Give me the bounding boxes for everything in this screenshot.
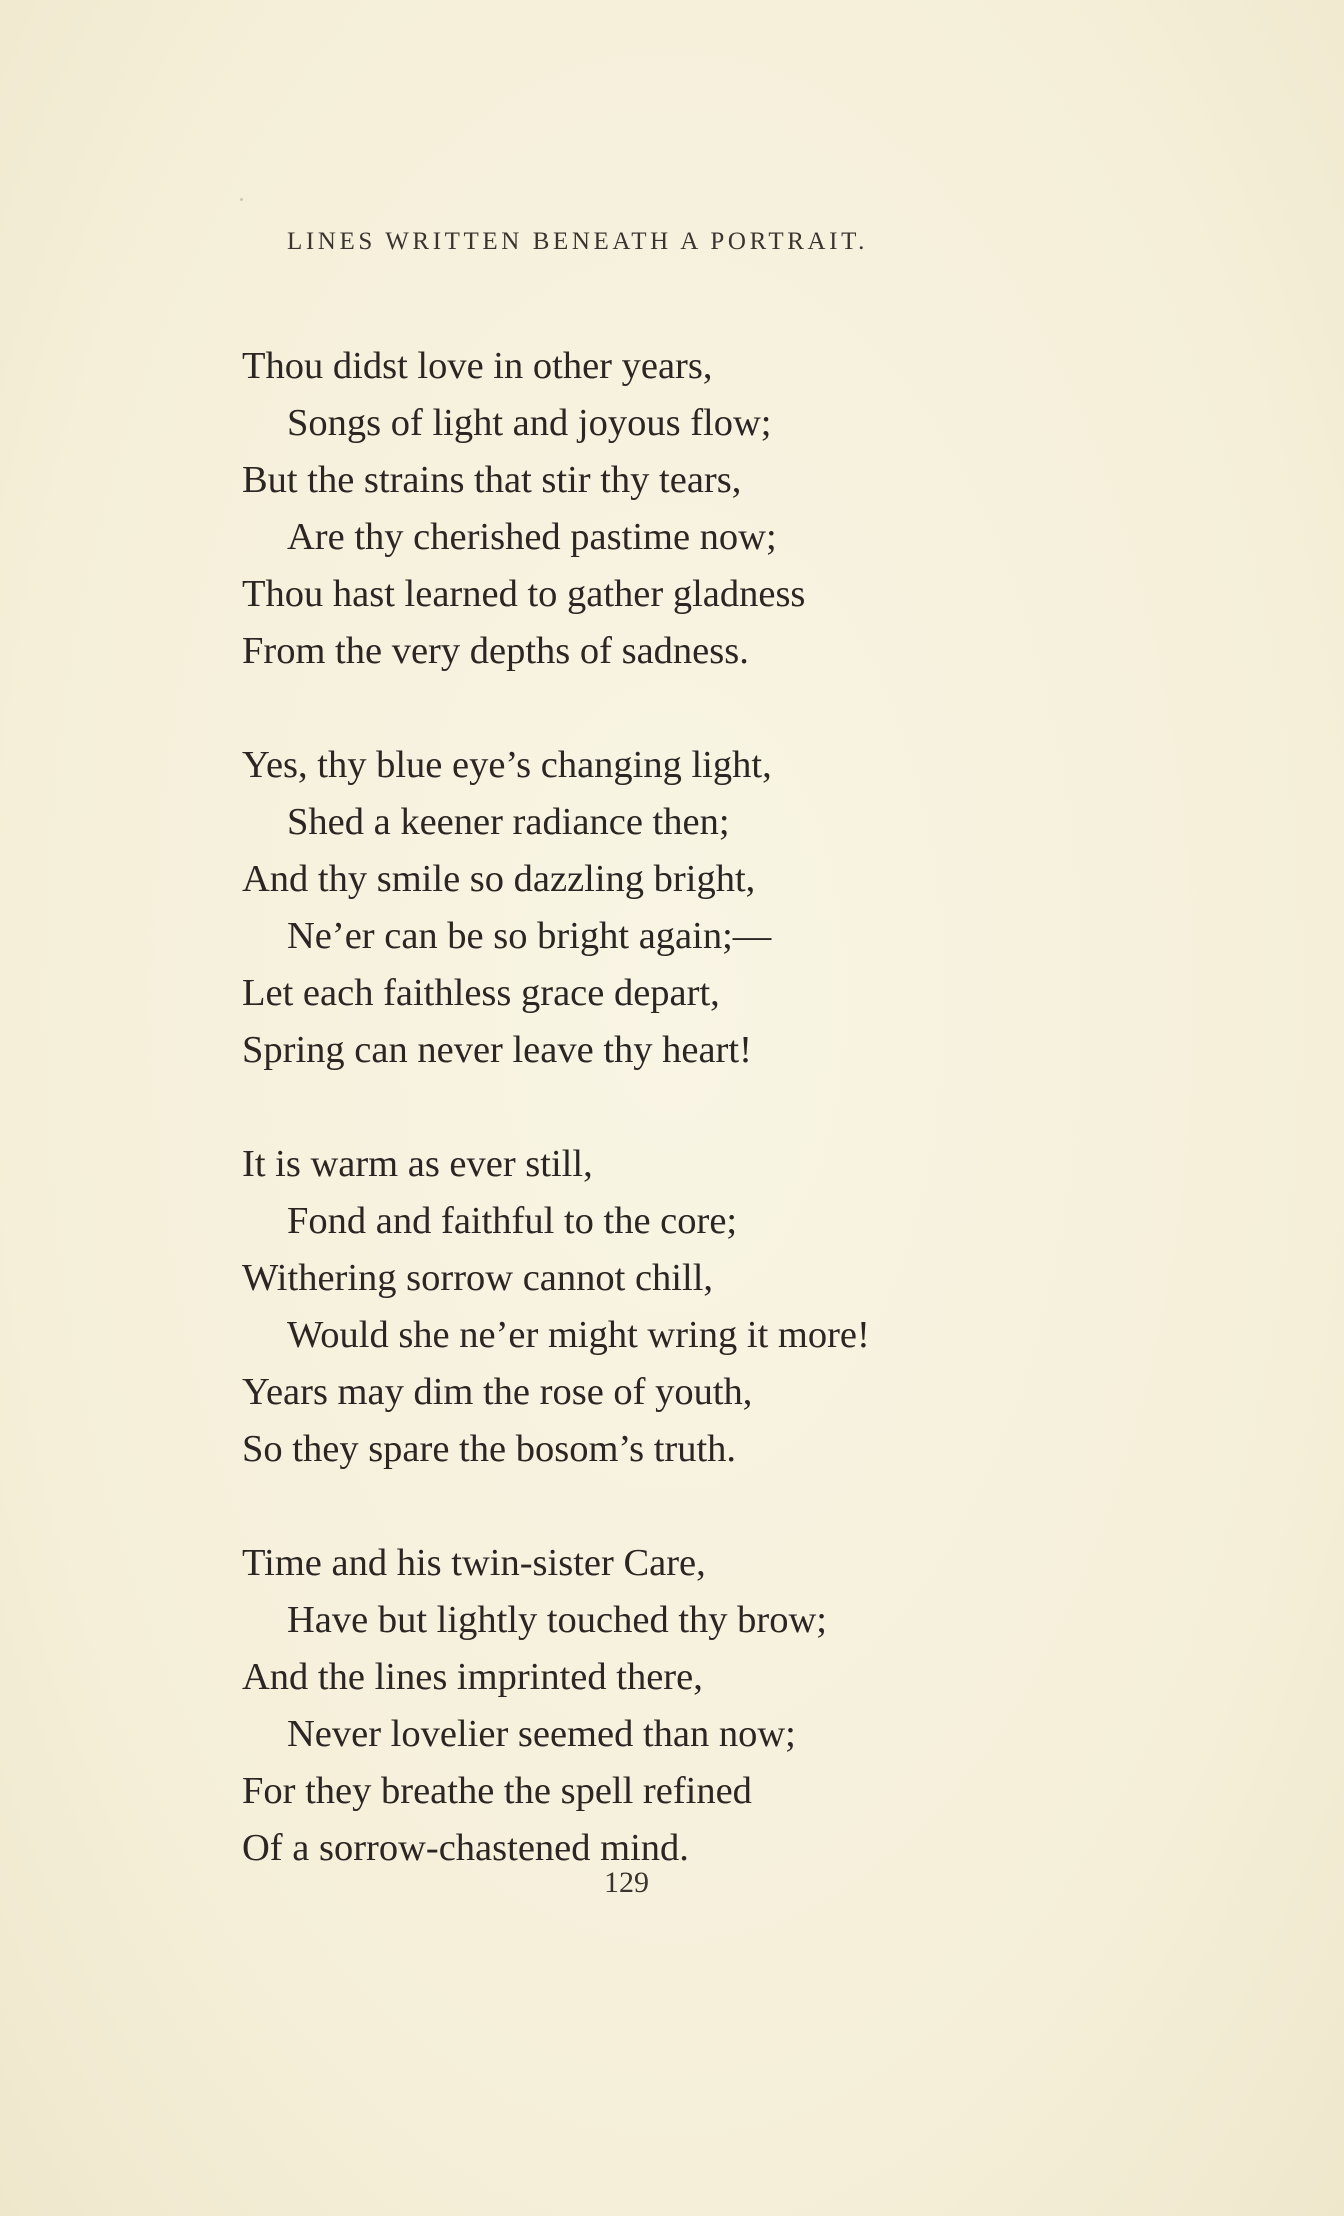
stanza-4 bbox=[242, 1535, 1142, 1877]
poem-line: Withering sorrow cannot chill, bbox=[242, 1257, 714, 1299]
poem-line: Thou didst love in other years, bbox=[242, 345, 713, 387]
poem-line: Yes, thy blue eye’s changing light, bbox=[242, 744, 772, 786]
poem-line: From the very depths of sadness. bbox=[242, 630, 749, 672]
running-head: LINES WRITTEN BENEATH A PORTRAIT. bbox=[287, 228, 868, 255]
poem-line: Spring can never leave thy heart! bbox=[242, 1029, 752, 1071]
poem-line: Would she ne’er might wring it more! bbox=[287, 1314, 870, 1356]
poem-line: Never lovelier seemed than now; bbox=[287, 1713, 796, 1755]
poem-line: It is warm as ever still, bbox=[242, 1143, 593, 1185]
poem-line: So they spare the bosom’s truth. bbox=[242, 1428, 737, 1470]
poem-line: And thy smile so dazzling bright, bbox=[242, 858, 756, 900]
poem-line: Let each faithless grace depart, bbox=[242, 972, 720, 1014]
stanza-2 bbox=[242, 737, 1142, 1079]
page-number: 129 bbox=[604, 1866, 649, 1899]
poem-line: Are thy cherished pastime now; bbox=[287, 516, 777, 558]
poem-line: But the strains that stir thy tears, bbox=[242, 459, 742, 501]
poem-line: Thou hast learned to gather gladness bbox=[242, 573, 806, 615]
paper-speck bbox=[240, 198, 243, 201]
poem-line: Have but lightly touched thy brow; bbox=[287, 1599, 827, 1641]
poem bbox=[242, 338, 1142, 1934]
stanza-3 bbox=[242, 1136, 1142, 1478]
poem-line: Shed a keener radiance then; bbox=[287, 801, 730, 843]
poem-line: For they breathe the spell refined bbox=[242, 1770, 752, 1812]
poem-line: And the lines imprinted there, bbox=[242, 1656, 703, 1698]
poem-line: Songs of light and joyous flow; bbox=[287, 402, 772, 444]
poem-line: Fond and faithful to the core; bbox=[287, 1200, 738, 1242]
poem-line: Time and his twin-sister Care, bbox=[242, 1542, 706, 1584]
poem-line: Years may dim the rose of youth, bbox=[242, 1371, 753, 1413]
poem-line: Ne’er can be so bright again;— bbox=[287, 915, 772, 957]
poem-line: Of a sorrow-chastened mind. bbox=[242, 1827, 689, 1869]
stanza-1 bbox=[242, 338, 1142, 680]
